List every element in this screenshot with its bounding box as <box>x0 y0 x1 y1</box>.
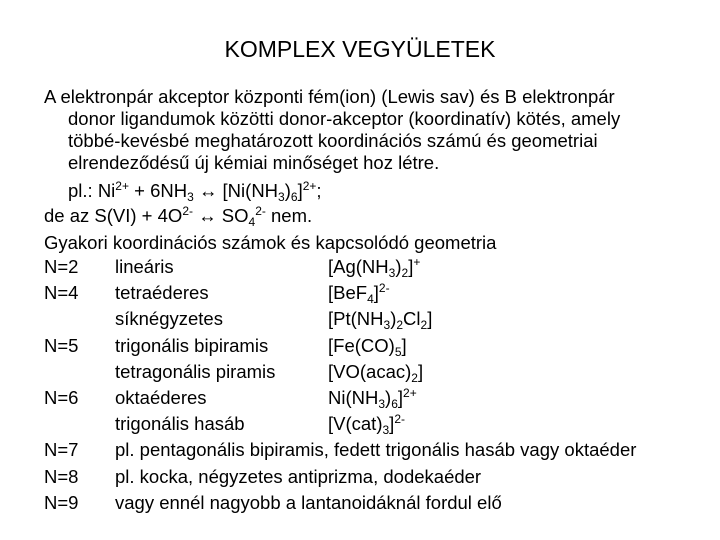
table-row <box>0 437 720 463</box>
subscript: 5 <box>394 344 402 359</box>
formula-text: Ni(NH <box>328 387 379 408</box>
subscript: 2 <box>420 318 428 333</box>
formula-text: [Ag(NH <box>328 256 389 277</box>
example-complex <box>328 333 407 359</box>
geometry-description: pl. pentagonális bipiramis, fedett trigonális hasáb vagy oktaéder <box>115 439 637 461</box>
formula-text: ] <box>417 360 424 382</box>
eq-charge: 2+ <box>115 179 129 193</box>
eq-text: ] <box>297 180 303 201</box>
eq-charge: 2- <box>255 204 266 218</box>
subscript: 6 <box>391 397 398 411</box>
eq-text: ) <box>284 180 291 201</box>
table-row <box>0 333 720 359</box>
subscript: 4 <box>367 292 374 307</box>
formula-text: [Pt(NH <box>328 308 384 330</box>
example-complex <box>328 306 432 332</box>
table-row <box>0 490 720 516</box>
eq-charge: 2- <box>182 204 193 218</box>
formula-text: ) <box>395 256 402 277</box>
eq-text: ↔ SO <box>192 205 249 226</box>
subscript: 2 <box>396 318 404 333</box>
eq-text: de az S(VI) + 4O <box>44 205 183 226</box>
table-row <box>0 385 720 411</box>
eq-sub: 3 <box>187 190 194 204</box>
intro-line-2: donor ligandumok közötti donor-akceptor (koordinatív) kötés, amely <box>68 108 621 129</box>
geometry-description: pl. kocka, négyzetes antiprizma, dodekaéder <box>115 465 482 487</box>
coordination-number: N=4 <box>44 282 79 304</box>
formula-text: ] <box>389 413 395 435</box>
formula-text: ] <box>408 256 414 277</box>
formula-text: [Fe(CO) <box>328 334 395 356</box>
eq-sub: 6 <box>290 190 298 204</box>
eq-text: ↔ [Ni(NH <box>193 180 279 201</box>
subscript: 3 <box>382 423 390 438</box>
formula-text: ] <box>401 334 407 356</box>
formula-text: ] <box>427 308 433 330</box>
formula-text: [BeF <box>328 282 368 304</box>
eq-text: + 6NH <box>128 180 188 201</box>
table-heading: Gyakori koordinációs számok és kapcsolódó geometria <box>44 232 497 253</box>
eq-charge: 2+ <box>302 179 317 193</box>
eq-text: ; <box>316 180 322 201</box>
coordination-number: N=5 <box>44 334 79 356</box>
geometry-name: síknégyzetes <box>115 308 223 330</box>
example-complex <box>328 411 405 437</box>
example-complex <box>328 359 423 385</box>
geometry-description: vagy ennél nagyobb a lantanoidáknál fordul elő <box>115 491 502 513</box>
coordination-number: N=9 <box>44 491 79 513</box>
eq-sub: 3 <box>278 190 285 204</box>
geometry-name: tetraéderes <box>115 282 209 304</box>
formula-text: [VO(acac) <box>328 360 412 382</box>
intro-line-4: elrendeződésű új kémiai minőséget hoz létre. <box>68 152 440 173</box>
table-row <box>0 411 720 437</box>
formula-text: Cl <box>403 308 421 330</box>
coordination-number: N=8 <box>44 465 79 487</box>
geometry-name: trigonális bipiramis <box>115 334 269 356</box>
table-row <box>0 280 720 306</box>
geometry-name: tetragonális piramis <box>115 360 276 382</box>
eq-sub: 4 <box>248 215 256 229</box>
geometry-name: oktaéderes <box>115 387 207 408</box>
intro-line-1: A elektronpár akceptor központi fém(ion) (Lewis sav) és B elektronpár <box>44 86 615 107</box>
table-row <box>0 464 720 490</box>
formula-text: ] <box>373 282 379 304</box>
charge: 2- <box>394 412 405 427</box>
subscript: 2 <box>411 370 418 385</box>
table-row <box>0 359 720 385</box>
formula-text: [V(cat) <box>328 413 383 435</box>
charge: 2- <box>378 281 390 296</box>
subscript: 3 <box>388 266 396 280</box>
coordination-number: N=2 <box>44 256 79 277</box>
coordination-number: N=7 <box>44 439 79 461</box>
table-row <box>0 306 720 332</box>
page-title: KOMPLEX VEGYÜLETEK <box>224 36 496 62</box>
charge: 2+ <box>403 386 417 400</box>
example-complex <box>328 254 420 280</box>
coordination-number: N=6 <box>44 387 79 408</box>
example-complex <box>328 385 417 411</box>
example-equation <box>68 180 322 202</box>
subscript: 3 <box>383 318 391 333</box>
eq-text: pl.: Ni <box>68 180 116 201</box>
subscript: 3 <box>378 397 386 411</box>
table-row <box>0 254 720 280</box>
formula-text: ] <box>397 387 404 408</box>
formula-text: ) <box>390 308 397 330</box>
example-complex <box>328 280 390 306</box>
formula-text: ) <box>385 387 392 408</box>
counter-example <box>44 205 312 227</box>
geometry-name: lineáris <box>115 256 174 277</box>
geometry-name: trigonális hasáb <box>115 413 245 435</box>
intro-line-3: többé-kevésbé meghatározott koordinációs számú és geometriai <box>68 130 598 151</box>
eq-text: nem. <box>265 205 313 226</box>
charge: + <box>413 255 421 269</box>
subscript: 2 <box>401 266 409 280</box>
